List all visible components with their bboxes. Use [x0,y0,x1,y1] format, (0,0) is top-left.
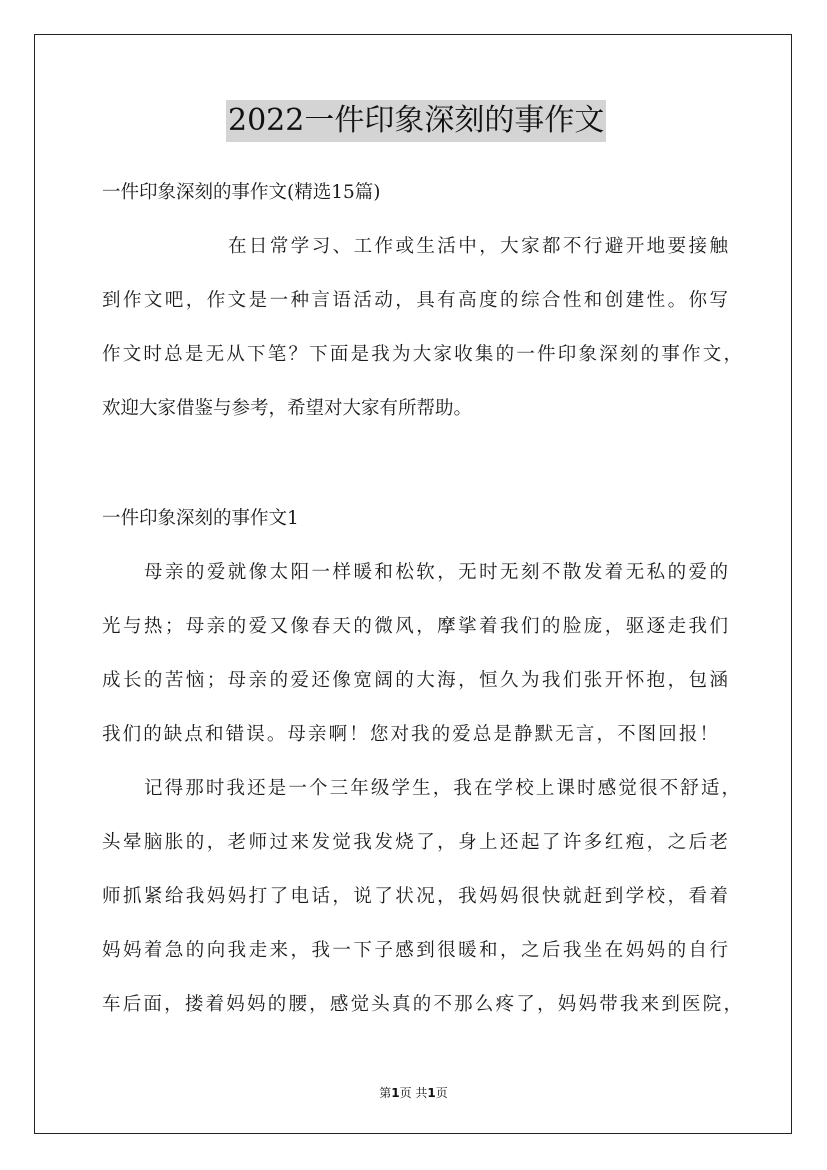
paragraph-line: 光与热；母亲的爱又像春天的微风，摩挲着我们的脸庞，驱逐走我们 [102,616,728,637]
paragraph-line: 师抓紧给我妈妈打了电话，说了状况，我妈妈很快就赶到学校，看着 [102,886,728,907]
footer-page-number: 1 [391,1086,400,1100]
intro-line: 作文时总是无从下笔？下面是我为大家收集的一件印象深刻的事作文， [102,344,742,365]
paragraph-line: 头晕脑胀的，老师过来发觉我发烧了，身上还起了许多红疱，之后老 [102,832,728,853]
footer-page-mid: 页 共 [399,1086,428,1100]
paragraph-line: 我们的缺点和错误。母亲啊！您对我的爱总是静默无言，不图回报！ [102,724,718,745]
intro-line: 在日常学习、工作或生活中，大家都不行避开地要接触 [228,236,728,257]
paragraph-line: 车后面，搂着妈妈的腰，感觉头真的不那么疼了，妈妈带我来到医院， [102,994,742,1015]
paragraph-line: 记得那时我还是一个三年级学生，我在学校上课时感觉很不舒适， [144,778,740,799]
intro-line: 欢迎大家借鉴与参考，希望对大家有所帮助。 [102,398,473,419]
document-title: 2022一件印象深刻的事作文 [226,100,606,142]
section-heading: 一件印象深刻的事作文1 [102,508,299,529]
paragraph-line: 成长的苦恼；母亲的爱还像宽阔的大海，恒久为我们张开怀抱，包涵 [102,670,728,691]
paragraph-line: 母亲的爱就像太阳一样暖和松软，无时无刻不散发着无私的爱的 [144,562,728,583]
page-footer [0,1084,827,1101]
footer-page-total: 1 [427,1086,436,1100]
paragraph-line: 妈妈着急的向我走来，我一下子感到很暖和，之后我坐在妈妈的自行 [102,940,728,961]
document-subtitle: 一件印象深刻的事作文(精选15篇) [102,182,381,203]
footer-page-prefix: 第 [379,1086,392,1100]
intro-line: 到作文吧，作文是一种言语活动，具有高度的综合性和创建性。你写 [102,290,728,311]
footer-page-suffix: 页 [435,1086,448,1100]
